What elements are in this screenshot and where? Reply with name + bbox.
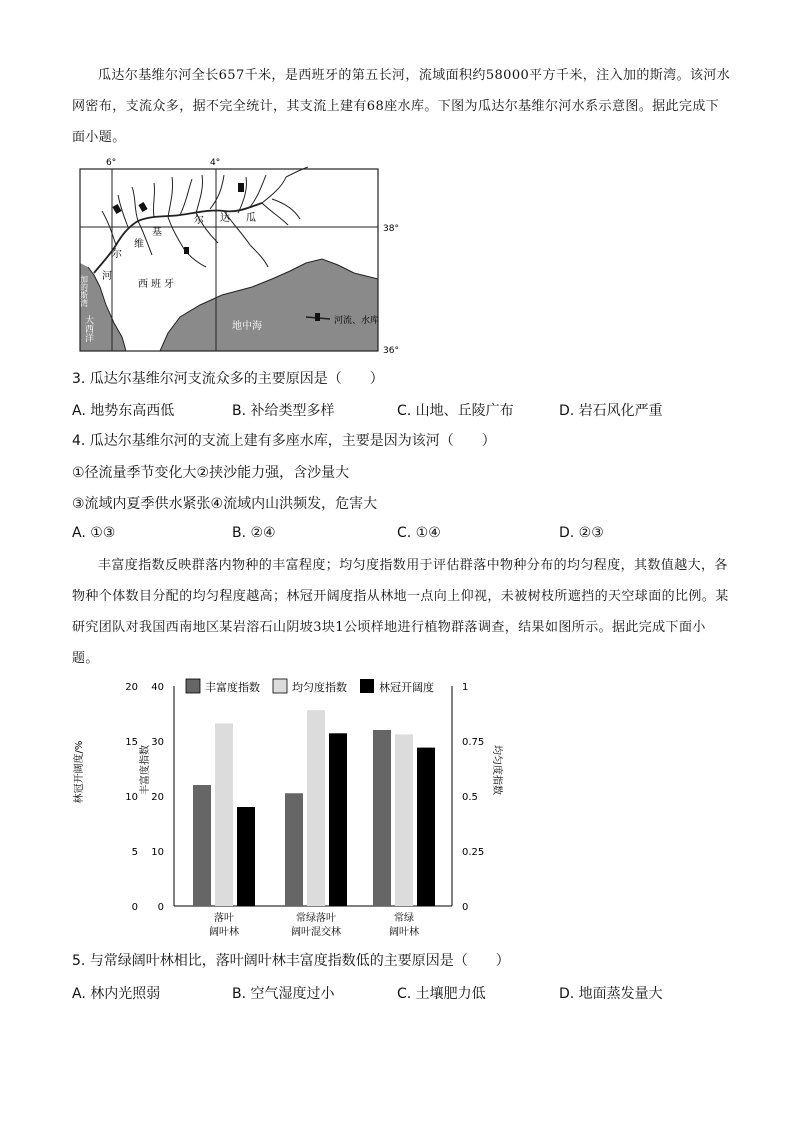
chart-legend (186, 679, 434, 694)
q3-option-d[interactable]: D. 岩石风化严重 (559, 403, 663, 419)
river-system-map (72, 155, 402, 360)
river-name-char: 尔 (194, 215, 204, 226)
bar-canopy-1 (329, 733, 347, 906)
richness-tick-label: 30 (151, 737, 164, 748)
plant-community-bar-chart (60, 672, 520, 942)
reservoir-marker (184, 247, 189, 254)
river-name-char: 达 (220, 213, 230, 224)
river-name-char: 基 (152, 227, 162, 238)
richness-tick-label: 40 (151, 682, 164, 693)
canopy-tick-label: 0 (131, 902, 138, 913)
q3-option-a[interactable]: A. 地势东高西低 (72, 403, 175, 419)
legend-label-richness: 丰富度指数 (205, 681, 260, 694)
river-name-char: 瓜 (246, 213, 256, 224)
reservoir-marker (138, 202, 147, 212)
richness-tick-label: 10 (151, 847, 164, 858)
q5-option-b[interactable]: B. 空气湿度过小 (232, 986, 335, 1002)
question-4-stem: 4. 瓜达尔基维尔河的支流上建有多座水库，主要是因为该河（ ） (72, 433, 496, 449)
lat-label-38: 38° (383, 224, 399, 234)
mediterranean-sea-area (160, 259, 378, 351)
q3-option-c[interactable]: C. 山地、丘陵广布 (397, 403, 514, 419)
legend-reservoir-icon (315, 313, 320, 321)
canopy-tick-label: 20 (125, 682, 138, 693)
river-name-char: 维 (134, 239, 144, 250)
question-3-stem: 3. 瓜达尔基维尔河支流众多的主要原因是（ ） (72, 371, 384, 387)
category-label: 常绿落叶 (296, 913, 336, 924)
q4-option-b[interactable]: B. ②④ (232, 525, 276, 541)
question-4-statements-2: ③流域内夏季供水紧张④流域内山洪频发，危害大 (72, 496, 378, 512)
river-name-char: 尔 (112, 249, 122, 260)
category-label: 阔叶林 (389, 927, 419, 938)
tributaries (102, 167, 308, 267)
legend-swatch-richness (186, 679, 200, 693)
mediterranean-label: 地中海 (232, 321, 262, 332)
legend-label-canopy: 林冠开阔度 (379, 681, 434, 694)
q4-option-a[interactable]: A. ①③ (72, 525, 116, 541)
question-4-statements-1: ①径流量季节变化大②挟沙能力强，含沙量大 (72, 465, 350, 481)
q5-option-c[interactable]: C. 土壤肥力低 (397, 986, 486, 1002)
richness-tick-label: 20 (151, 792, 164, 803)
q5-option-d[interactable]: D. 地面蒸发量大 (559, 986, 663, 1002)
legend-swatch-evenness (273, 679, 287, 693)
q4-option-d[interactable]: D. ②③ (559, 525, 604, 541)
category-label: 常绿 (394, 913, 414, 924)
evenness-tick-label: 0.5 (462, 792, 478, 803)
legend-label: 河流、水库 (334, 316, 380, 326)
bar-richness-1 (285, 793, 303, 906)
country-label: 西班牙 (138, 279, 177, 290)
question-3-options (72, 400, 732, 420)
q3-option-b[interactable]: B. 补给类型多样 (232, 403, 335, 419)
river-name-char: 河 (102, 271, 112, 282)
question-5-options (72, 983, 732, 1003)
legend-label-evenness: 均匀度指数 (292, 681, 347, 694)
q5-option-a[interactable]: A. 林内光照弱 (72, 986, 161, 1002)
question-4-options (72, 525, 732, 545)
category-label: 落叶 (214, 913, 234, 924)
evenness-tick-label: 1 (462, 682, 469, 693)
lon-label-6: 6° (106, 158, 117, 168)
category-label: 阔叶林 (209, 927, 239, 938)
question-5-stem: 5. 与常绿阔叶林相比，落叶阔叶林丰富度指数低的主要原因是（ ） (72, 953, 510, 969)
canopy-tick-label: 15 (125, 737, 138, 748)
richness-tick-label: 0 (157, 902, 164, 913)
canopy-tick-label: 5 (131, 847, 138, 858)
bar-evenness-0 (215, 723, 233, 906)
canopy-axis-title: 林冠开阔度/% (74, 740, 85, 804)
bar-canopy-2 (417, 748, 435, 906)
category-label: 阔叶混交林 (291, 927, 341, 938)
lat-label-36: 36° (383, 346, 399, 356)
passage-guadalquivir: 瓜达尔基维尔河全长657千米，是西班牙的第五长河，流域面积约58000平方千米，注入加的斯湾。该河水网密布，支流众多，据不完全统计，其支流上建有68座水库。下图为瓜达尔基维尔河水系示意图。据此完成下面小题。 (72, 68, 731, 145)
lon-label-4: 4° (210, 158, 221, 168)
bar-canopy-0 (237, 807, 255, 906)
evenness-axis-title: 均匀度指数 (491, 745, 502, 795)
legend-swatch-canopy (360, 679, 374, 693)
bar-richness-0 (193, 785, 211, 906)
evenness-tick-label: 0 (462, 902, 469, 913)
evenness-tick-label: 0.75 (462, 737, 485, 748)
atlantic-label: 大西洋 (83, 315, 93, 342)
passage-plant-community: 丰富度指数反映群落内物种的丰富程度；均匀度指数用于评估群落中物种分布的均匀程度，其数值越大，各物种个体数目分配的均匀程度越高；林冠开阔度指从林地一点向上仰视，未被树枝所遮挡的天空球面的比例。某研究团队对我国西南地区某岩溶石山阴坡3块1公顷样地进行植物群落调查，结果如图所示。据此完成下面小题。 (72, 558, 729, 666)
canopy-tick-label: 10 (125, 792, 138, 803)
reservoir-marker (238, 183, 244, 192)
evenness-tick-label: 0.25 (462, 847, 485, 858)
bar-evenness-2 (395, 734, 413, 906)
bar-evenness-1 (307, 710, 325, 906)
bar-richness-2 (373, 730, 391, 906)
gulf-label: 加的斯湾 (79, 275, 89, 307)
richness-axis-title: 丰富度指数 (140, 745, 151, 795)
q4-option-c[interactable]: C. ①④ (397, 525, 441, 541)
